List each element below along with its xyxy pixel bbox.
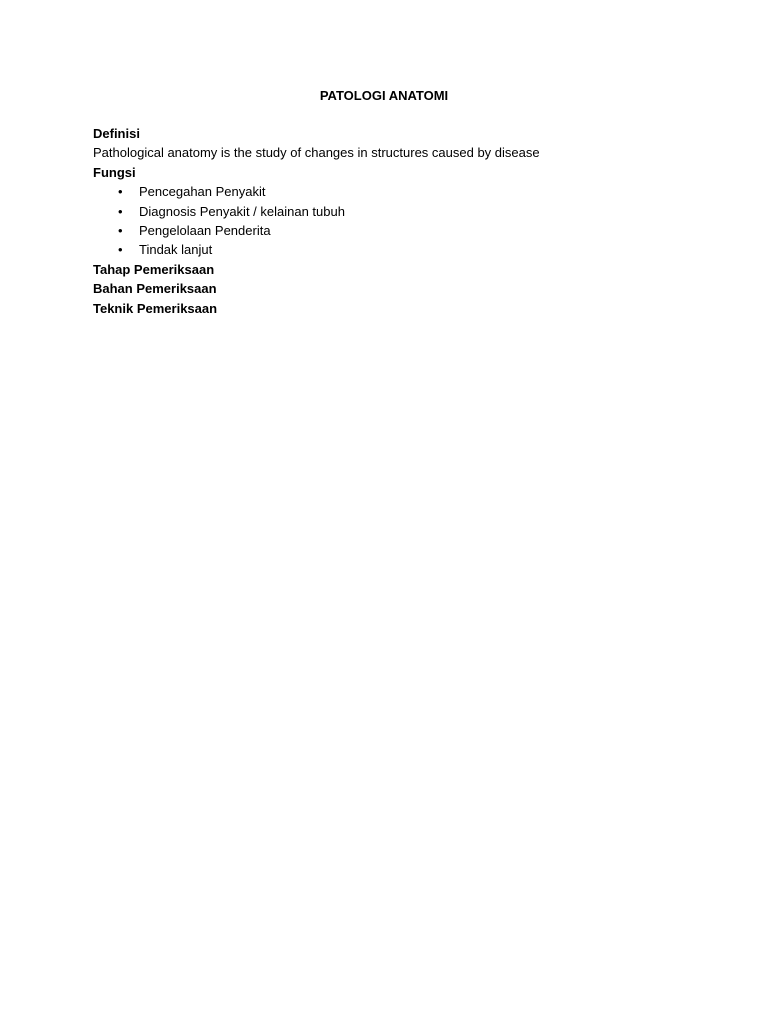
bullet-icon: • [118, 203, 123, 219]
list-item-label: Pengelolaan Penderita [139, 223, 271, 239]
bullet-icon: • [118, 223, 123, 239]
document-title: PATOLOGI ANATOMI [319, 88, 449, 103]
list-item-label: Tindak lanjut [139, 242, 213, 258]
list-item [93, 221, 713, 240]
definisi-text: Pathological anatomy is the study of changes in structures caused by disease [93, 145, 540, 161]
definisi-heading: Definisi [93, 126, 140, 141]
list-item [93, 240, 713, 259]
list-item [93, 202, 713, 221]
bullet-icon: • [118, 184, 123, 200]
list-item-label: Diagnosis Penyakit / kelainan tubuh [139, 203, 345, 219]
bullet-icon: • [118, 242, 123, 258]
teknik-heading: Teknik Pemeriksaan [93, 300, 218, 316]
fungsi-list [93, 182, 713, 260]
document-body [93, 124, 713, 318]
tahap-heading: Tahap Pemeriksaan [93, 261, 215, 277]
fungsi-heading: Fungsi [93, 164, 136, 180]
list-item-label: Pencegahan Penyakit [139, 184, 266, 200]
bahan-heading: Bahan Pemeriksaan [93, 281, 217, 297]
list-item [93, 182, 713, 201]
